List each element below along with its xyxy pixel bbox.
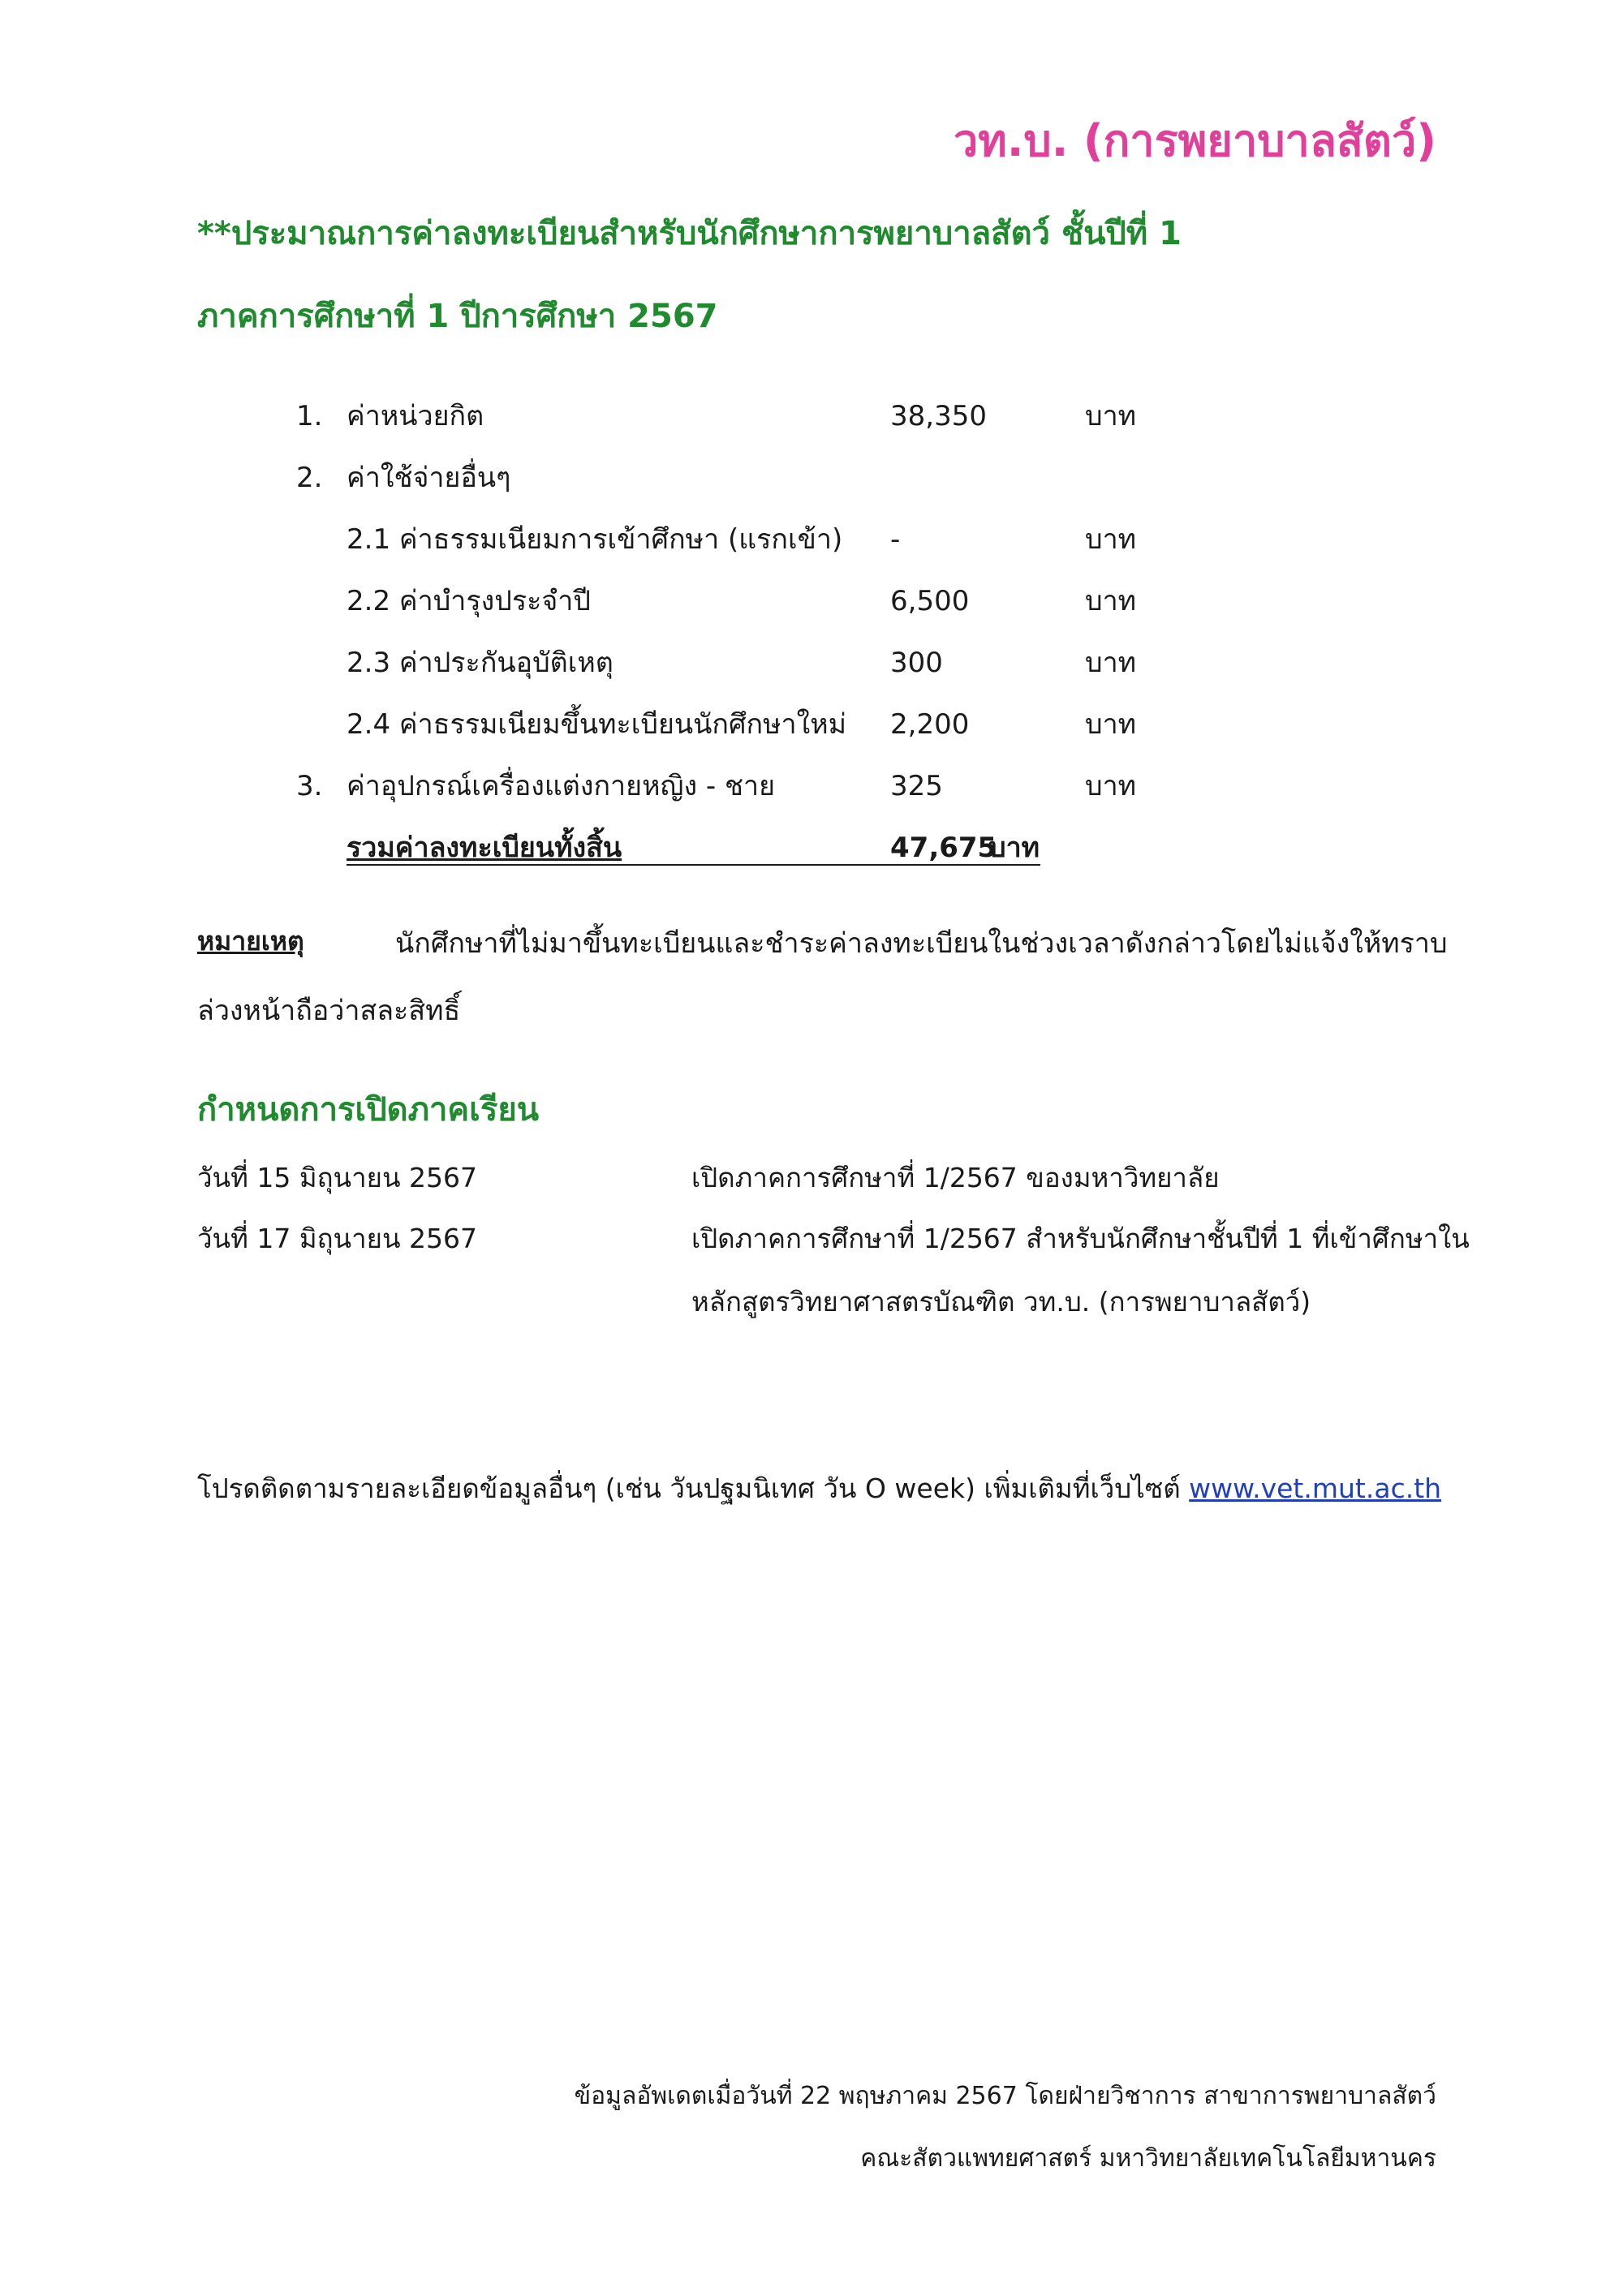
total-unit: บาท: [988, 832, 1040, 864]
fee-label: 2.2 ค่าบำรุงประจำปี: [347, 585, 591, 617]
fee-label: 2.1 ค่าธรรมเนียมการเข้าศึกษา (แรกเข้า): [347, 523, 843, 556]
update-info: ข้อมูลอัพเดตเมื่อวันที่ 22 พฤษภาคม 2567 โดยฝ่ายวิชาการ สาขาการพยาบาลสัตว์: [574, 2082, 1436, 2110]
fee-amount: -: [890, 523, 901, 556]
fee-row: [0, 700, 1623, 749]
total-amount: 47,675: [890, 832, 997, 864]
fee-unit: บาท: [1085, 647, 1137, 679]
schedule-description: หลักสูตรวิทยาศาสตรบัณฑิต วท.บ. (การพยาบาลสัตว์): [691, 1286, 1311, 1318]
note-label: หมายเหตุ: [197, 926, 304, 957]
note-text: นักศึกษาที่ไม่มาขึ้นทะเบียนและชำระค่าลงทะเบียนในช่วงเวลาดังกล่าวโดยไม่แจ้งให้ทราบ: [395, 927, 1448, 960]
fee-unit: บาท: [1085, 770, 1137, 802]
faculty-info: คณะสัตวแพทยศาสตร์ มหาวิทยาลัยเทคโนโลยีมหานคร: [860, 2144, 1436, 2173]
schedule-title: กำหนดการเปิดภาคเรียน: [197, 1091, 540, 1129]
total-label: รวมค่าลงทะเบียนทั้งสิ้น: [347, 832, 622, 864]
fee-number: 1.: [296, 400, 323, 432]
follow-up-note: [197, 1467, 1441, 1510]
fee-amount: 38,350: [890, 400, 987, 432]
fee-row: [0, 454, 1623, 502]
fee-label: 2.3 ค่าประกันอุบัติเหตุ: [347, 647, 613, 679]
schedule-date: วันที่ 17 มิถุนายน 2567: [197, 1223, 478, 1254]
page-title: **ประมาณการค่าลงทะเบียนสำหรับนักศึกษาการพยาบาลสัตว์ ชั้นปีที่ 1: [197, 215, 1182, 252]
fee-unit: บาท: [1085, 400, 1137, 432]
fee-amount: 300: [890, 647, 943, 679]
fee-unit: บาท: [1085, 708, 1137, 741]
fee-amount: 6,500: [890, 585, 970, 617]
fee-label: ค่าใช้จ่ายอื่นๆ: [347, 462, 511, 494]
website-link[interactable]: www.vet.mut.ac.th: [1189, 1473, 1442, 1504]
note-text-continued: ล่วงหน้าถือว่าสละสิทธิ์: [197, 995, 461, 1027]
fee-row: [0, 392, 1623, 441]
fee-row: [0, 515, 1623, 564]
schedule-description: เปิดภาคการศึกษาที่ 1/2567 สำหรับนักศึกษาชั้นปีที่ 1 ที่เข้าศึกษาใน: [691, 1223, 1470, 1254]
fee-label: ค่าหน่วยกิต: [347, 400, 484, 432]
total-underline: [347, 864, 1040, 866]
fee-row: [0, 577, 1623, 626]
schedule-description: เปิดภาคการศึกษาที่ 1/2567 ของมหาวิทยาลัย: [691, 1162, 1220, 1193]
fee-unit: บาท: [1085, 523, 1137, 556]
fee-number: 2.: [296, 462, 323, 494]
fee-label: ค่าอุปกรณ์เครื่องแต่งกายหญิง - ชาย: [347, 770, 776, 802]
fee-amount: 2,200: [890, 708, 970, 741]
fee-amount: 325: [890, 770, 943, 802]
fee-unit: บาท: [1085, 585, 1137, 617]
follow-up-text: โปรดติดตามรายละเอียดข้อมูลอื่นๆ (เช่น วันปฐมนิเทศ วัน O week) เพิ่มเติมที่เว็บไซต์: [197, 1473, 1190, 1504]
fee-row: [0, 762, 1623, 810]
term-title: ภาคการศึกษาที่ 1 ปีการศึกษา 2567: [197, 298, 718, 335]
schedule-date: วันที่ 15 มิถุนายน 2567: [197, 1162, 478, 1193]
fee-row: [0, 638, 1623, 687]
program-title: วท.บ. (การพยาบาลสัตว์): [953, 115, 1436, 166]
fee-label: 2.4 ค่าธรรมเนียมขึ้นทะเบียนนักศึกษาใหม่: [347, 708, 847, 741]
total-row: [0, 823, 1623, 872]
fee-number: 3.: [296, 770, 323, 802]
